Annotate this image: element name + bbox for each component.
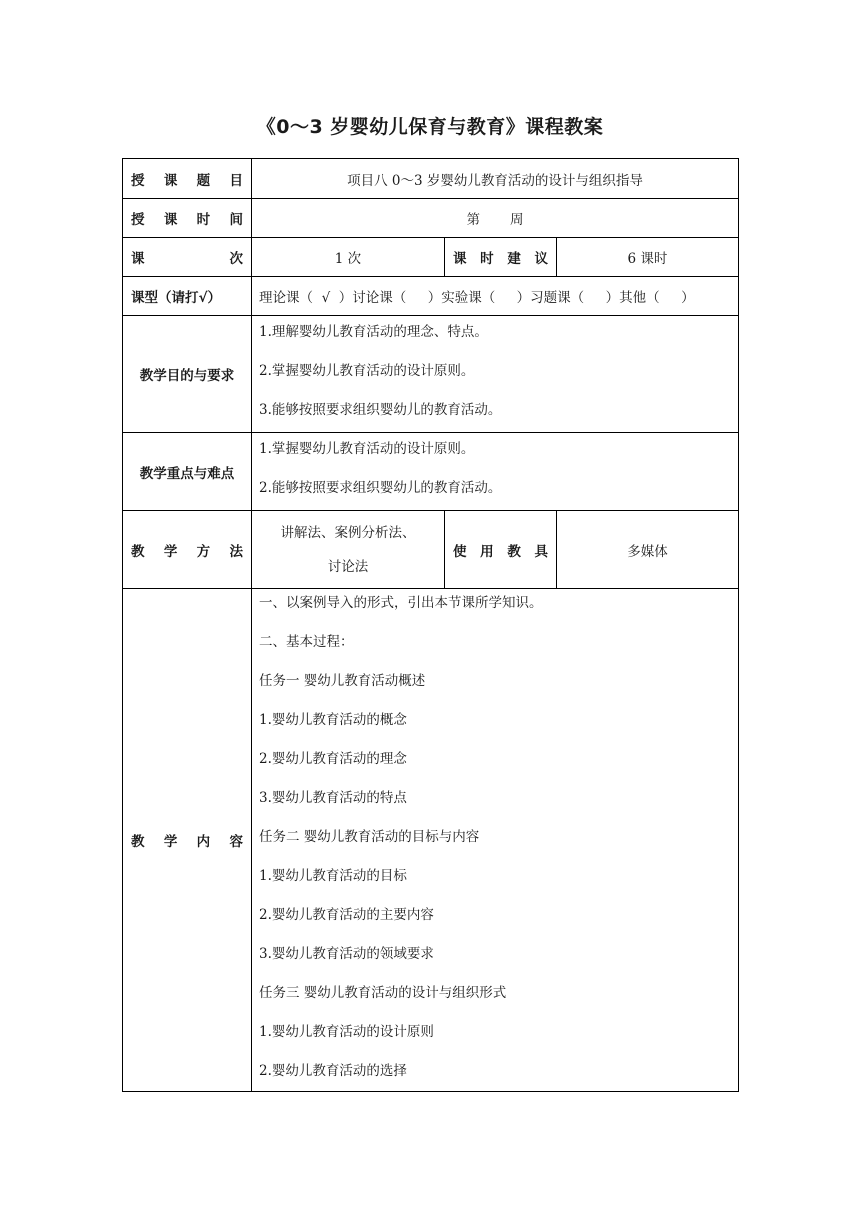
- content-line: 任务一 婴幼儿教育活动概述: [259, 673, 426, 689]
- topic-label: 授 课 题 目: [123, 159, 252, 199]
- method-line: 讨论法: [327, 558, 369, 575]
- content-line: 一、以案例导入的形式，引出本节课所学知识。: [259, 595, 543, 611]
- topic-value: 项目八 0～3 岁婴幼儿教育活动的设计与组织指导: [252, 159, 739, 199]
- content-line: 任务三 婴幼儿教育活动的设计与组织形式: [259, 985, 507, 1001]
- keypoints-list: [252, 433, 739, 511]
- hours-value: 6 课时: [557, 238, 739, 277]
- keypoint-item: 2.能够按照要求组织婴幼儿的教育活动。: [259, 480, 502, 496]
- time-label: 授 课 时 间: [123, 199, 252, 238]
- content-line: 2.婴幼儿教育活动的理念: [259, 751, 407, 767]
- goal-item: 2.掌握婴幼儿教育活动的设计原则。: [259, 363, 475, 379]
- goal-item: 3.能够按照要求组织婴幼儿的教育活动。: [259, 402, 502, 418]
- row-method: [123, 511, 739, 589]
- content-line: 1.婴幼儿教育活动的设计原则: [259, 1024, 434, 1040]
- tools-label: 使 用 教 具: [445, 511, 557, 589]
- row-keypoints: [123, 433, 739, 511]
- method-label: 教 学 方 法: [123, 511, 252, 589]
- content-line: 任务二 婴幼儿教育活动的目标与内容: [259, 829, 480, 845]
- content-label: 教 学 内 容: [123, 589, 252, 1092]
- content-list: [252, 589, 739, 1092]
- content-line: 二、基本过程：: [259, 634, 354, 650]
- row-type: [123, 277, 739, 316]
- time-value: 第 周: [252, 199, 739, 238]
- row-goals: [123, 316, 739, 433]
- row-topic: [123, 159, 739, 199]
- method-value: [252, 511, 445, 589]
- row-content: [123, 589, 739, 1092]
- goals-label: 教学目的与要求: [123, 316, 252, 433]
- type-label: 课型（请打√）: [123, 277, 252, 316]
- row-time: [123, 199, 739, 238]
- lesson-plan-table: [122, 158, 739, 1092]
- content-line: 1.婴幼儿教育活动的目标: [259, 868, 407, 884]
- keypoint-item: 1.掌握婴幼儿教育活动的设计原则。: [259, 441, 475, 457]
- method-line: 讲解法、案例分析法、: [280, 524, 416, 541]
- session-value: 1 次: [252, 238, 445, 277]
- keypoints-label: 教学重点与难点: [123, 433, 252, 511]
- tools-value: 多媒体: [557, 511, 739, 589]
- type-value: 理论课（ √ ）讨论课（ ）实验课（ ）习题课（ ）其他（ ）: [252, 277, 739, 316]
- document-title: 《0～3 岁婴幼儿保育与教育》课程教案: [256, 116, 604, 138]
- goals-list: [252, 316, 739, 433]
- hours-label: 课 时 建 议: [445, 238, 557, 277]
- content-line: 3.婴幼儿教育活动的特点: [259, 790, 407, 806]
- goal-item: 1.理解婴幼儿教育活动的理念、特点。: [259, 324, 488, 340]
- content-line: 3.婴幼儿教育活动的领域要求: [259, 946, 434, 962]
- content-line: 2.婴幼儿教育活动的选择: [259, 1063, 407, 1079]
- session-label: 课 次: [123, 238, 252, 277]
- content-line: 2.婴幼儿教育活动的主要内容: [259, 907, 434, 923]
- row-session: [123, 238, 739, 277]
- content-line: 1.婴幼儿教育活动的概念: [259, 712, 407, 728]
